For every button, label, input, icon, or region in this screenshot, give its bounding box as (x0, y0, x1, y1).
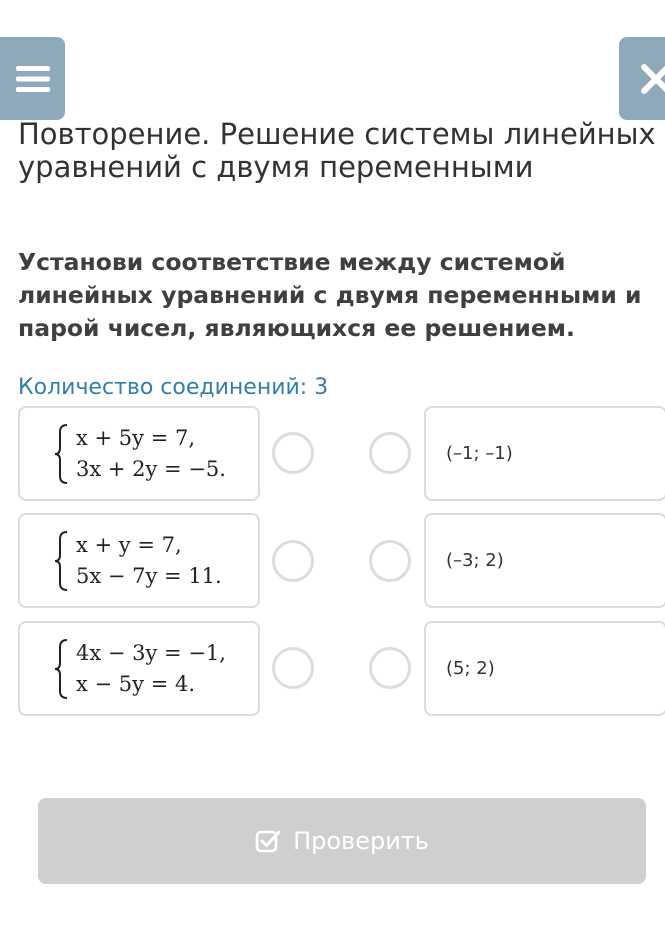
check-button-label: Проверить (293, 827, 429, 855)
checkbox-check-icon (255, 828, 281, 854)
system-card-1[interactable] (18, 406, 260, 501)
pair-card-3[interactable] (424, 621, 665, 716)
equation-line: x + y = 7, (76, 533, 182, 557)
pair-value: (–1; –1) (446, 443, 513, 464)
pair-2-connector[interactable] (369, 540, 411, 582)
system-3-connector[interactable] (272, 647, 314, 689)
equation-line: 4x − 3y = −1, (76, 641, 226, 665)
system-card-2[interactable] (18, 513, 260, 608)
brace-icon (54, 424, 70, 484)
equation-system-2 (54, 531, 222, 591)
check-button[interactable] (38, 798, 646, 884)
close-button[interactable] (619, 37, 665, 120)
equation-line: 5x − 7y = 11. (76, 564, 222, 588)
system-1-connector[interactable] (272, 432, 314, 474)
menu-button[interactable] (0, 37, 65, 120)
equation-line: x + 5y = 7, (76, 426, 195, 450)
brace-icon (54, 639, 70, 699)
pair-value: (–3; 2) (446, 550, 504, 571)
brace-icon (54, 531, 70, 591)
page-title: Повторение. Решение системы линейных уравнений с двумя переменными (18, 117, 656, 184)
close-icon (619, 37, 665, 120)
system-card-3[interactable] (18, 621, 260, 716)
pair-value: (5; 2) (446, 658, 495, 679)
task-instruction: Установи соответствие между системой линейных уравнений с двумя переменными и парой чисел, являющихся ее решением. (18, 248, 642, 342)
pair-card-1[interactable] (424, 406, 665, 501)
connections-count: Количество соединений: 3 (18, 375, 329, 400)
pair-card-2[interactable] (424, 513, 665, 608)
equation-line: 3x + 2y = −5. (76, 457, 226, 481)
equation-system-1 (54, 424, 226, 484)
system-2-connector[interactable] (272, 540, 314, 582)
equation-system-3 (54, 639, 226, 699)
pair-3-connector[interactable] (369, 647, 411, 689)
equation-line: x − 5y = 4. (76, 672, 195, 696)
hamburger-menu-icon (16, 66, 50, 92)
pair-1-connector[interactable] (369, 432, 411, 474)
